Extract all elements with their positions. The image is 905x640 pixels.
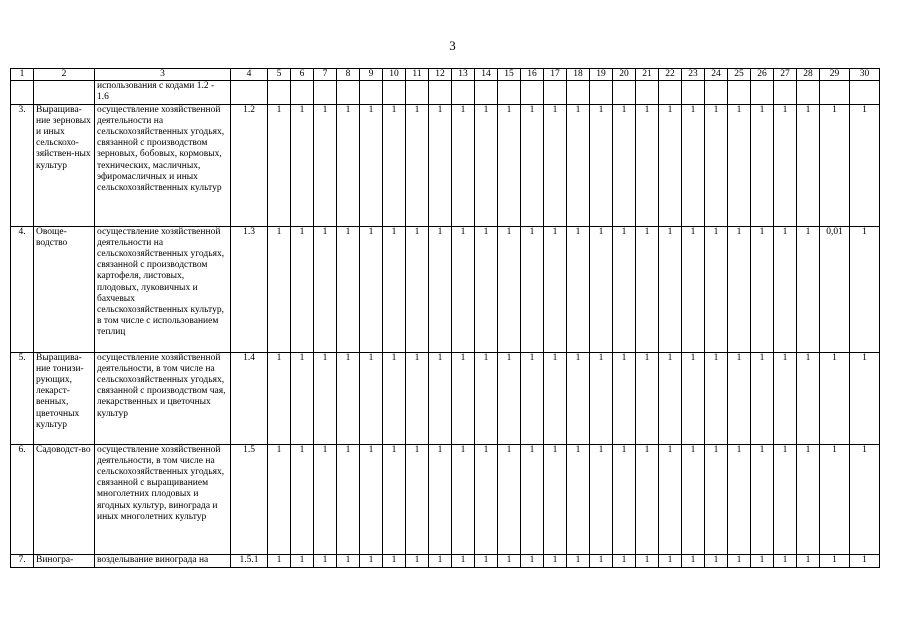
row-number: 4. — [11, 226, 34, 352]
column-header: 3 — [95, 69, 231, 81]
coefficient-cell: 1 — [682, 352, 705, 444]
coefficient-cell: 1 — [291, 104, 314, 226]
coefficient-cell — [498, 81, 521, 104]
coefficient-cell: 1 — [751, 352, 774, 444]
land-use-description: осуществление хозяйственной деятельности на сельскохозяйственных угодьях, связанной с производством картофеля, листовых, плодовых, луковичных и бахчевых сельскохозяйственных культур, в том числе с использованием теплиц — [95, 226, 231, 352]
coefficient-cell: 1 — [797, 226, 820, 352]
coefficient-cell: 1 — [268, 444, 291, 554]
row-number: 6. — [11, 444, 34, 554]
coefficient-cell: 1 — [544, 554, 567, 567]
coefficient-cell: 1 — [337, 226, 360, 352]
coefficient-cell: 1 — [452, 352, 475, 444]
coefficient-cell: 1 — [567, 226, 590, 352]
coefficient-cell: 1 — [659, 226, 682, 352]
coefficient-cell: 1 — [567, 352, 590, 444]
land-use-code: 1.5 — [231, 444, 268, 554]
coefficient-cell: 1 — [797, 352, 820, 444]
coefficient-cell — [452, 81, 475, 104]
coefficient-cell — [820, 81, 850, 104]
land-use-table — [10, 68, 880, 568]
coefficient-cell — [314, 81, 337, 104]
coefficient-cell: 1 — [521, 444, 544, 554]
page-number: 3 — [449, 38, 456, 53]
coefficient-cell: 1 — [314, 554, 337, 567]
coefficient-cell: 1 — [636, 104, 659, 226]
column-header: 10 — [383, 69, 406, 81]
table-row — [11, 226, 880, 352]
column-header: 11 — [406, 69, 429, 81]
coefficient-cell — [682, 81, 705, 104]
coefficient-cell: 1 — [751, 104, 774, 226]
coefficient-cell: 1 — [360, 104, 383, 226]
column-header: 1 — [11, 69, 34, 81]
coefficient-cell — [636, 81, 659, 104]
table-row — [11, 81, 880, 104]
coefficient-cell: 1 — [774, 352, 797, 444]
column-header: 14 — [475, 69, 498, 81]
coefficient-cell: 1 — [850, 444, 880, 554]
column-header: 23 — [682, 69, 705, 81]
coefficient-cell: 1 — [383, 444, 406, 554]
coefficient-cell: 1 — [850, 554, 880, 567]
coefficient-cell: 1 — [590, 226, 613, 352]
coefficient-cell: 1 — [475, 554, 498, 567]
column-header: 9 — [360, 69, 383, 81]
coefficient-cell: 1 — [406, 226, 429, 352]
coefficient-cell: 1 — [728, 226, 751, 352]
coefficient-cell: 1 — [850, 226, 880, 352]
coefficient-cell: 1 — [314, 352, 337, 444]
coefficient-cell — [291, 81, 314, 104]
coefficient-cell: 1 — [291, 226, 314, 352]
row-number: 7. — [11, 554, 34, 567]
coefficient-cell: 1 — [429, 554, 452, 567]
column-header: 4 — [231, 69, 268, 81]
land-use-code: 1.2 — [231, 104, 268, 226]
land-use-code: 1.4 — [231, 352, 268, 444]
column-header: 2 — [34, 69, 95, 81]
land-use-description: использования с кодами 1.2 - 1.6 — [95, 81, 231, 104]
coefficient-cell: 1 — [452, 226, 475, 352]
column-header: 7 — [314, 69, 337, 81]
coefficient-cell: 1 — [797, 104, 820, 226]
coefficient-cell: 1 — [314, 226, 337, 352]
coefficient-cell: 1 — [383, 554, 406, 567]
column-header: 24 — [705, 69, 728, 81]
coefficient-cell — [774, 81, 797, 104]
coefficient-cell: 1 — [590, 554, 613, 567]
coefficient-cell: 1 — [820, 104, 850, 226]
coefficient-cell: 1 — [406, 444, 429, 554]
column-header: 6 — [291, 69, 314, 81]
land-use-description: возделывание винограда на — [95, 554, 231, 567]
column-header: 28 — [797, 69, 820, 81]
coefficient-cell: 1 — [636, 226, 659, 352]
coefficient-cell: 1 — [475, 104, 498, 226]
coefficient-cell: 1 — [728, 444, 751, 554]
coefficient-cell: 1 — [567, 444, 590, 554]
coefficient-cell: 1 — [360, 444, 383, 554]
coefficient-cell — [850, 81, 880, 104]
coefficient-cell: 1 — [360, 226, 383, 352]
coefficient-cell — [659, 81, 682, 104]
coefficient-cell — [567, 81, 590, 104]
coefficient-cell: 1 — [521, 554, 544, 567]
row-number — [11, 81, 34, 104]
coefficient-cell — [360, 81, 383, 104]
coefficient-cell: 1 — [636, 554, 659, 567]
land-use-name: Виногра- — [34, 554, 95, 567]
table-header-row — [11, 69, 880, 81]
coefficient-cell — [406, 81, 429, 104]
table-row — [11, 352, 880, 444]
coefficient-cell: 1 — [820, 444, 850, 554]
coefficient-cell: 1 — [613, 352, 636, 444]
column-header: 21 — [636, 69, 659, 81]
coefficient-cell: 1 — [452, 104, 475, 226]
column-header: 25 — [728, 69, 751, 81]
column-header: 18 — [567, 69, 590, 81]
coefficient-cell: 1 — [659, 104, 682, 226]
coefficient-cell — [383, 81, 406, 104]
coefficient-cell — [268, 81, 291, 104]
land-use-description: осуществление хозяйственной деятельности, в том числе на сельскохозяйственных угодьях, связанной с выращиванием многолетних плодовых и ягодных культур, винограда и иных многолетних культур — [95, 444, 231, 554]
coefficient-cell: 1 — [544, 104, 567, 226]
table-row — [11, 104, 880, 226]
column-header: 30 — [850, 69, 880, 81]
coefficient-cell: 1 — [268, 226, 291, 352]
coefficient-cell — [728, 81, 751, 104]
row-number: 3. — [11, 104, 34, 226]
land-use-name — [34, 81, 95, 104]
coefficient-cell: 1 — [544, 226, 567, 352]
land-use-name: Выращива-ние зерновых и иных сельскохо-зяйствен-ных культур — [34, 104, 95, 226]
land-use-code: 1.5.1 — [231, 554, 268, 567]
column-header: 19 — [590, 69, 613, 81]
column-header: 16 — [521, 69, 544, 81]
coefficient-cell: 1 — [521, 226, 544, 352]
coefficient-cell: 1 — [498, 554, 521, 567]
land-use-name: Садоводст-во — [34, 444, 95, 554]
coefficient-cell: 1 — [268, 104, 291, 226]
coefficient-cell: 1 — [636, 352, 659, 444]
land-use-description: осуществление хозяйственной деятельности, в том числе на сельскохозяйственных угодьях, связанной с производством чая, лекарственных и цветочных культур — [95, 352, 231, 444]
coefficient-cell: 1 — [636, 444, 659, 554]
coefficient-cell: 1 — [613, 444, 636, 554]
coefficient-cell: 1 — [314, 444, 337, 554]
column-header: 5 — [268, 69, 291, 81]
coefficient-cell: 1 — [728, 104, 751, 226]
coefficient-cell — [544, 81, 567, 104]
coefficient-cell: 1 — [429, 444, 452, 554]
coefficient-cell: 1 — [452, 444, 475, 554]
coefficient-cell — [751, 81, 774, 104]
coefficient-cell: 1 — [337, 104, 360, 226]
coefficient-cell: 1 — [751, 226, 774, 352]
coefficient-cell: 1 — [268, 554, 291, 567]
coefficient-cell — [521, 81, 544, 104]
column-header: 15 — [498, 69, 521, 81]
coefficient-cell: 1 — [360, 554, 383, 567]
coefficient-cell — [475, 81, 498, 104]
coefficient-cell: 1 — [291, 554, 314, 567]
coefficient-cell: 1 — [383, 104, 406, 226]
coefficient-cell: 1 — [613, 554, 636, 567]
coefficient-cell: 1 — [475, 444, 498, 554]
land-use-code — [231, 81, 268, 104]
coefficient-cell: 1 — [475, 352, 498, 444]
coefficient-cell: 1 — [682, 226, 705, 352]
coefficient-cell: 1 — [544, 444, 567, 554]
coefficient-cell: 1 — [314, 104, 337, 226]
land-use-code: 1.3 — [231, 226, 268, 352]
coefficient-cell: 1 — [521, 104, 544, 226]
land-use-description: осуществление хозяйственной деятельности на сельскохозяйственных угодьях, связанной с производством зерновых, бобовых, кормовых, технических, масличных, эфиромасличных и иных сельскохозяйственных культур — [95, 104, 231, 226]
coefficient-cell: 1 — [268, 352, 291, 444]
coefficient-cell: 1 — [567, 104, 590, 226]
coefficient-cell: 1 — [544, 352, 567, 444]
coefficient-cell: 1 — [659, 444, 682, 554]
coefficient-cell: 1 — [705, 444, 728, 554]
coefficient-cell: 1 — [590, 352, 613, 444]
coefficient-cell: 1 — [590, 444, 613, 554]
coefficient-cell: 1 — [797, 444, 820, 554]
coefficient-cell: 1 — [659, 352, 682, 444]
coefficient-cell: 1 — [797, 554, 820, 567]
coefficient-cell: 1 — [820, 554, 850, 567]
coefficient-cell: 1 — [751, 444, 774, 554]
coefficient-cell: 1 — [774, 444, 797, 554]
row-number: 5. — [11, 352, 34, 444]
coefficient-cell: 1 — [429, 104, 452, 226]
coefficient-cell: 1 — [682, 444, 705, 554]
coefficient-cell: 1 — [751, 554, 774, 567]
table-row — [11, 554, 880, 567]
column-header: 26 — [751, 69, 774, 81]
column-header: 8 — [337, 69, 360, 81]
coefficient-cell: 1 — [475, 226, 498, 352]
coefficient-cell: 1 — [360, 352, 383, 444]
coefficient-cell: 1 — [728, 352, 751, 444]
coefficient-cell: 1 — [682, 104, 705, 226]
coefficient-cell: 1 — [406, 554, 429, 567]
coefficient-cell: 1 — [429, 226, 452, 352]
coefficient-cell: 1 — [498, 226, 521, 352]
coefficient-cell: 1 — [659, 554, 682, 567]
column-header: 13 — [452, 69, 475, 81]
coefficient-cell: 1 — [383, 226, 406, 352]
table-row — [11, 444, 880, 554]
coefficient-cell: 1 — [291, 352, 314, 444]
coefficient-cell: 1 — [728, 554, 751, 567]
coefficient-cell: 1 — [498, 444, 521, 554]
coefficient-cell — [797, 81, 820, 104]
coefficient-cell: 0,01 — [820, 226, 850, 352]
coefficient-cell: 1 — [590, 104, 613, 226]
coefficient-cell: 1 — [337, 554, 360, 567]
coefficient-cell: 1 — [705, 352, 728, 444]
coefficient-cell: 1 — [452, 554, 475, 567]
coefficient-cell: 1 — [406, 104, 429, 226]
column-header: 20 — [613, 69, 636, 81]
column-header: 22 — [659, 69, 682, 81]
coefficient-cell: 1 — [406, 352, 429, 444]
coefficient-cell: 1 — [774, 554, 797, 567]
coefficient-cell — [429, 81, 452, 104]
column-header: 27 — [774, 69, 797, 81]
coefficient-cell: 1 — [291, 444, 314, 554]
coefficient-cell: 1 — [567, 554, 590, 567]
coefficient-cell: 1 — [774, 104, 797, 226]
coefficient-cell: 1 — [337, 444, 360, 554]
land-use-name: Овоще-водство — [34, 226, 95, 352]
coefficient-cell — [337, 81, 360, 104]
coefficient-cell: 1 — [498, 352, 521, 444]
coefficient-cell: 1 — [682, 554, 705, 567]
column-header: 17 — [544, 69, 567, 81]
coefficient-cell: 1 — [383, 352, 406, 444]
coefficient-cell: 1 — [521, 352, 544, 444]
coefficient-cell — [590, 81, 613, 104]
coefficient-cell: 1 — [613, 104, 636, 226]
coefficient-cell: 1 — [337, 352, 360, 444]
coefficient-cell: 1 — [613, 226, 636, 352]
coefficient-cell: 1 — [498, 104, 521, 226]
coefficient-cell: 1 — [820, 352, 850, 444]
land-use-name: Выращива-ние тонизи-рующих, лекарст-венных, цветочных культур — [34, 352, 95, 444]
coefficient-cell: 1 — [850, 352, 880, 444]
coefficient-cell: 1 — [774, 226, 797, 352]
column-header: 29 — [820, 69, 850, 81]
coefficient-cell — [613, 81, 636, 104]
table-body — [11, 69, 880, 568]
coefficient-cell: 1 — [705, 554, 728, 567]
column-header: 12 — [429, 69, 452, 81]
coefficient-cell: 1 — [705, 226, 728, 352]
coefficient-cell: 1 — [850, 104, 880, 226]
coefficient-cell: 1 — [429, 352, 452, 444]
coefficient-cell: 1 — [705, 104, 728, 226]
coefficient-cell — [705, 81, 728, 104]
